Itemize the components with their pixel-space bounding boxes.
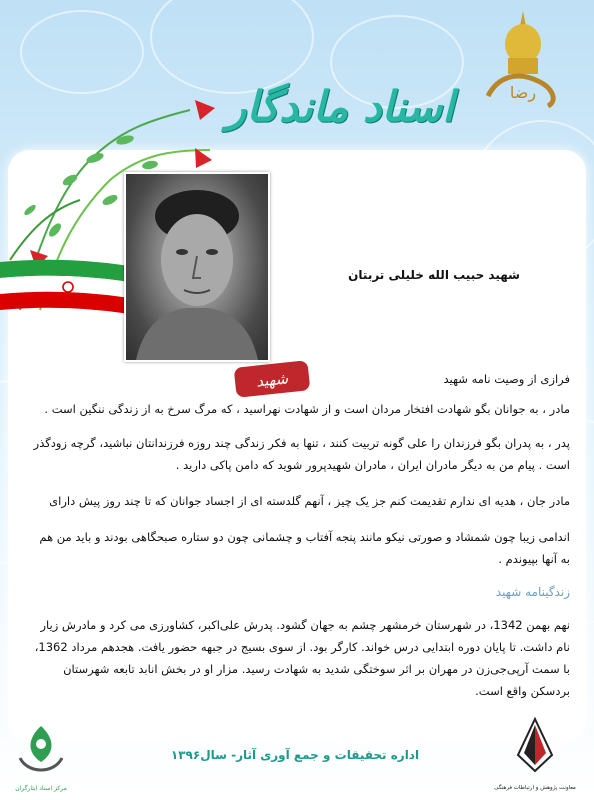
logo-left-caption: مرکز اسناد ایثارگران [15, 785, 67, 792]
biography-text: نهم بهمن 1342، در شهرستان خرمشهر چشم به جهان گشود. پدرش علی‌اکبر، کشاورزی می کرد و مادرش زیار نام داشت. تا پایان دوره ابتدایی درس خواند. کارگر بود. از سوی بسیج در جبهه حضور یافت. هجدهم مرداد 1362، با سمت آر‌پی‌جی‌زن در مهران بر اثر سوختگی شدید به شهادت رسید. مزار او در بخش انابد تابعه شهرستان بردسکن واقع است. [34, 618, 570, 698]
emblem-text: رضا [509, 83, 537, 102]
will-paragraph-2: پدر ، به پدران بگو فرزندان را علی گونه تربیت کنند ، تنها به فکر زندگی چند روزه فرزندانتان نباشید، گرچه زودگذر است . پیام من به دیگر مادران ایران ، مادران شهیدپرور شوید که دامن پاکی دارید . [33, 436, 570, 472]
will-paragraph-3: مادر جان ، هدیه ای ندارم تقدیمت کنم جز یک چیز ، آنهم گلدسته ای از اجساد جوانان که تا چند روز پیش دارای [49, 494, 570, 508]
biography-heading: زندگینامه شهید [495, 585, 570, 599]
martyr-name: شهید حبیب الله خلیلی تربتان [348, 268, 520, 282]
logo-right-caption: معاونت پژوهش و ارتباطات فرهنگی [494, 785, 576, 791]
document-title: اسناد ماندگار [226, 82, 454, 131]
stamp-text: شهید [255, 369, 289, 391]
cultural-research-logo-icon [492, 715, 578, 797]
shrine-emblem-icon [478, 6, 568, 116]
will-paragraph-4: اندامی زیبا چون شمشاد و صورتی نیکو مانند پنجه آفتاب و چشمانی چون دو ستاره صبحگاهی بودند و باید من هم به آنها بپیوندم . [39, 530, 570, 566]
footer-text: اداره تحقیقات و جمع آوری آثار- سال۱۳۹۶ [170, 748, 420, 762]
will-intro: فرازی از وصیت نامه شهید [443, 372, 570, 386]
portrait-placeholder [126, 174, 268, 360]
archive-center-logo-icon [8, 722, 74, 798]
will-paragraph-1: مادر ، به جوانان بگو شهادت افتخار مردان است و از شهادت نهراسید ، که مرگ سرخ به از زندگی ننگین است . [44, 402, 570, 416]
martyr-photo [124, 172, 270, 362]
iran-flag [0, 258, 130, 320]
